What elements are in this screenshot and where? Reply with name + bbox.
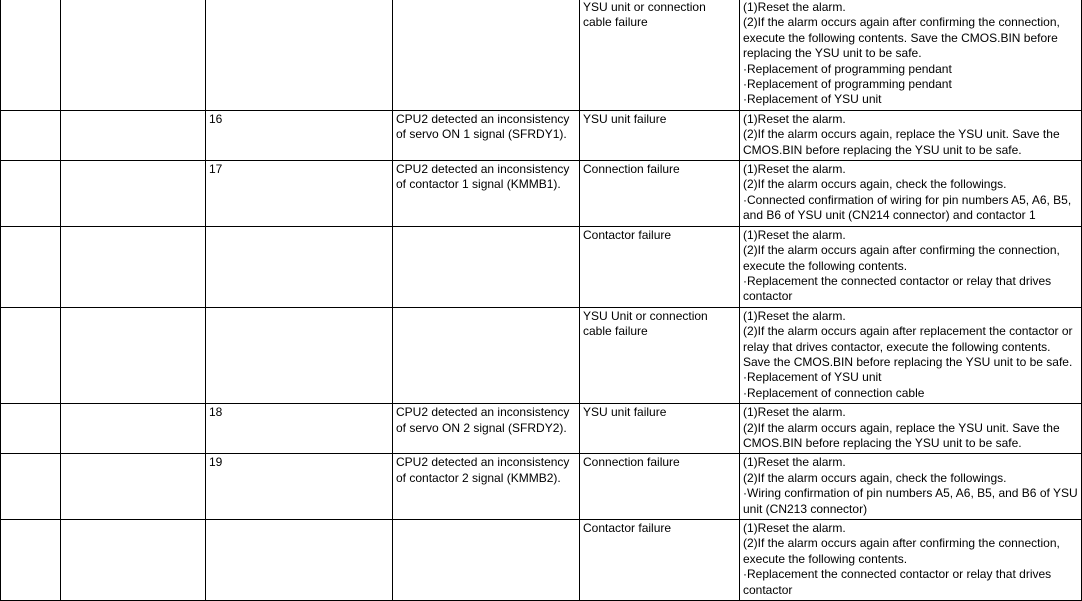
alarm-content-cell: CPU2 detected an inconsistency of servo ON 1 signal (SFRDY1). [393,110,580,160]
remedy-line: ·Replacement of programming pendant [743,77,952,92]
remedy-line: (2)If the alarm occurs again, replace the YSU unit. Save the CMOS.BIN before replacing the YSU unit to be safe. [743,127,1060,157]
remedy-line: (2)If the alarm occurs again, replace the YSU unit. Save the CMOS.BIN before replacing the YSU unit to be safe. [743,420,1060,450]
remedy-line: (2)If the alarm occurs again after confirming the connection, execute the following contents. [743,536,1060,566]
blank-cell [1,454,61,520]
blank-cell [61,520,206,601]
remedy-line: (2)If the alarm occurs again, check the followings. [743,177,1007,192]
blank-cell [61,454,206,520]
alarm-number-cell [206,307,393,403]
table-row [1,454,1082,520]
alarm-number-cell: 18 [206,404,393,454]
remedy-line: (1)Reset the alarm. [743,308,846,323]
remedy-line: ·Replacement of connection cable [743,385,925,400]
blank-cell [61,110,206,160]
blank-cell [1,161,61,227]
table-row [1,520,1082,601]
alarm-table-body [1,0,1082,601]
alarm-cause-cell: YSU unit or connection cable failure [580,0,740,110]
remedy-line: (2)If the alarm occurs again after confirming the connection, execute the following contents. [743,243,1060,273]
alarm-cause-cell: Connection failure [580,161,740,227]
blank-cell [1,520,61,601]
table-row [1,404,1082,454]
blank-cell [61,0,206,110]
alarm-number-cell [206,0,393,110]
alarm-remedy-cell [740,404,1082,454]
remedy-line: (2)If the alarm occurs again after replacement the contactor or relay that drives contactor, execute the following contents. Save the CMOS.BIN before replacing the YSU unit to be safe. [743,324,1073,369]
remedy-line: ·Replacement the connected contactor or relay that drives contactor [743,273,1052,304]
remedy-line: (1)Reset the alarm. [743,0,846,14]
alarm-remedy-cell [740,161,1082,227]
alarm-content-cell: CPU2 detected an inconsistency of servo ON 2 signal (SFRDY2). [393,404,580,454]
blank-cell [61,307,206,403]
alarm-cause-cell: YSU Unit or connection cable failure [580,307,740,403]
blank-cell [1,0,61,110]
alarm-cause-cell: Contactor failure [580,520,740,601]
remedy-line: (2)If the alarm occurs again, check the followings. [743,470,1007,485]
alarm-number-cell: 19 [206,454,393,520]
alarm-content-cell [393,520,580,601]
alarm-remedy-cell [740,110,1082,160]
remedy-line: (1)Reset the alarm. [743,521,846,535]
table-row [1,110,1082,160]
alarm-number-cell [206,520,393,601]
alarm-content-cell: CPU2 detected an inconsistency of contactor 1 signal (KMMB1). [393,161,580,227]
remedy-line: ·Replacement the connected contactor or relay that drives contactor [743,567,1052,597]
alarm-cause-cell: Connection failure [580,454,740,520]
remedy-line: (1)Reset the alarm. [743,111,846,126]
remedy-line: (1)Reset the alarm. [743,162,846,177]
remedy-line: ·Connected confirmation of wiring for pin numbers A5, A6, B5, and B6 of YSU unit (CN214 connector) and contactor 1 [743,192,1072,223]
table-row [1,226,1082,307]
remedy-line: (2)If the alarm occurs again after confirming the connection, execute the following contents. Save the CMOS.BIN before replacing the YSU unit to be safe. [743,15,1060,61]
remedy-line: (1)Reset the alarm. [743,405,846,420]
remedy-line: (1)Reset the alarm. [743,227,846,242]
alarm-cause-cell: YSU unit failure [580,404,740,454]
blank-cell [61,161,206,227]
blank-cell [1,307,61,403]
alarm-content-cell [393,226,580,307]
table-row [1,161,1082,227]
alarm-cause-cell: YSU unit failure [580,110,740,160]
alarm-remedy-cell [740,226,1082,307]
table-row [1,307,1082,403]
table-row [1,0,1082,110]
remedy-line: ·Replacement of YSU unit [743,92,882,107]
remedy-line: ·Replacement of YSU unit [743,370,882,385]
remedy-line: ·Wiring confirmation of pin numbers A5, A6, B5, and B6 of YSU unit (CN213 connector) [743,486,1078,516]
alarm-remedy-cell [740,454,1082,520]
alarm-number-cell [206,226,393,307]
alarm-remedy-cell [740,520,1082,601]
blank-cell [1,226,61,307]
blank-cell [61,404,206,454]
remedy-line: ·Replacement of programming pendant [743,61,952,76]
remedy-line: (1)Reset the alarm. [743,455,846,470]
blank-cell [61,226,206,307]
blank-cell [1,110,61,160]
alarm-cause-cell: Contactor failure [580,226,740,307]
alarm-number-cell: 16 [206,110,393,160]
alarm-content-cell: CPU2 detected an inconsistency of contactor 2 signal (KMMB2). [393,454,580,520]
alarm-remedy-cell [740,307,1082,403]
alarm-number-cell: 17 [206,161,393,227]
alarm-remedy-cell [740,0,1082,110]
alarm-content-cell [393,0,580,110]
blank-cell [1,404,61,454]
alarm-content-cell [393,307,580,403]
